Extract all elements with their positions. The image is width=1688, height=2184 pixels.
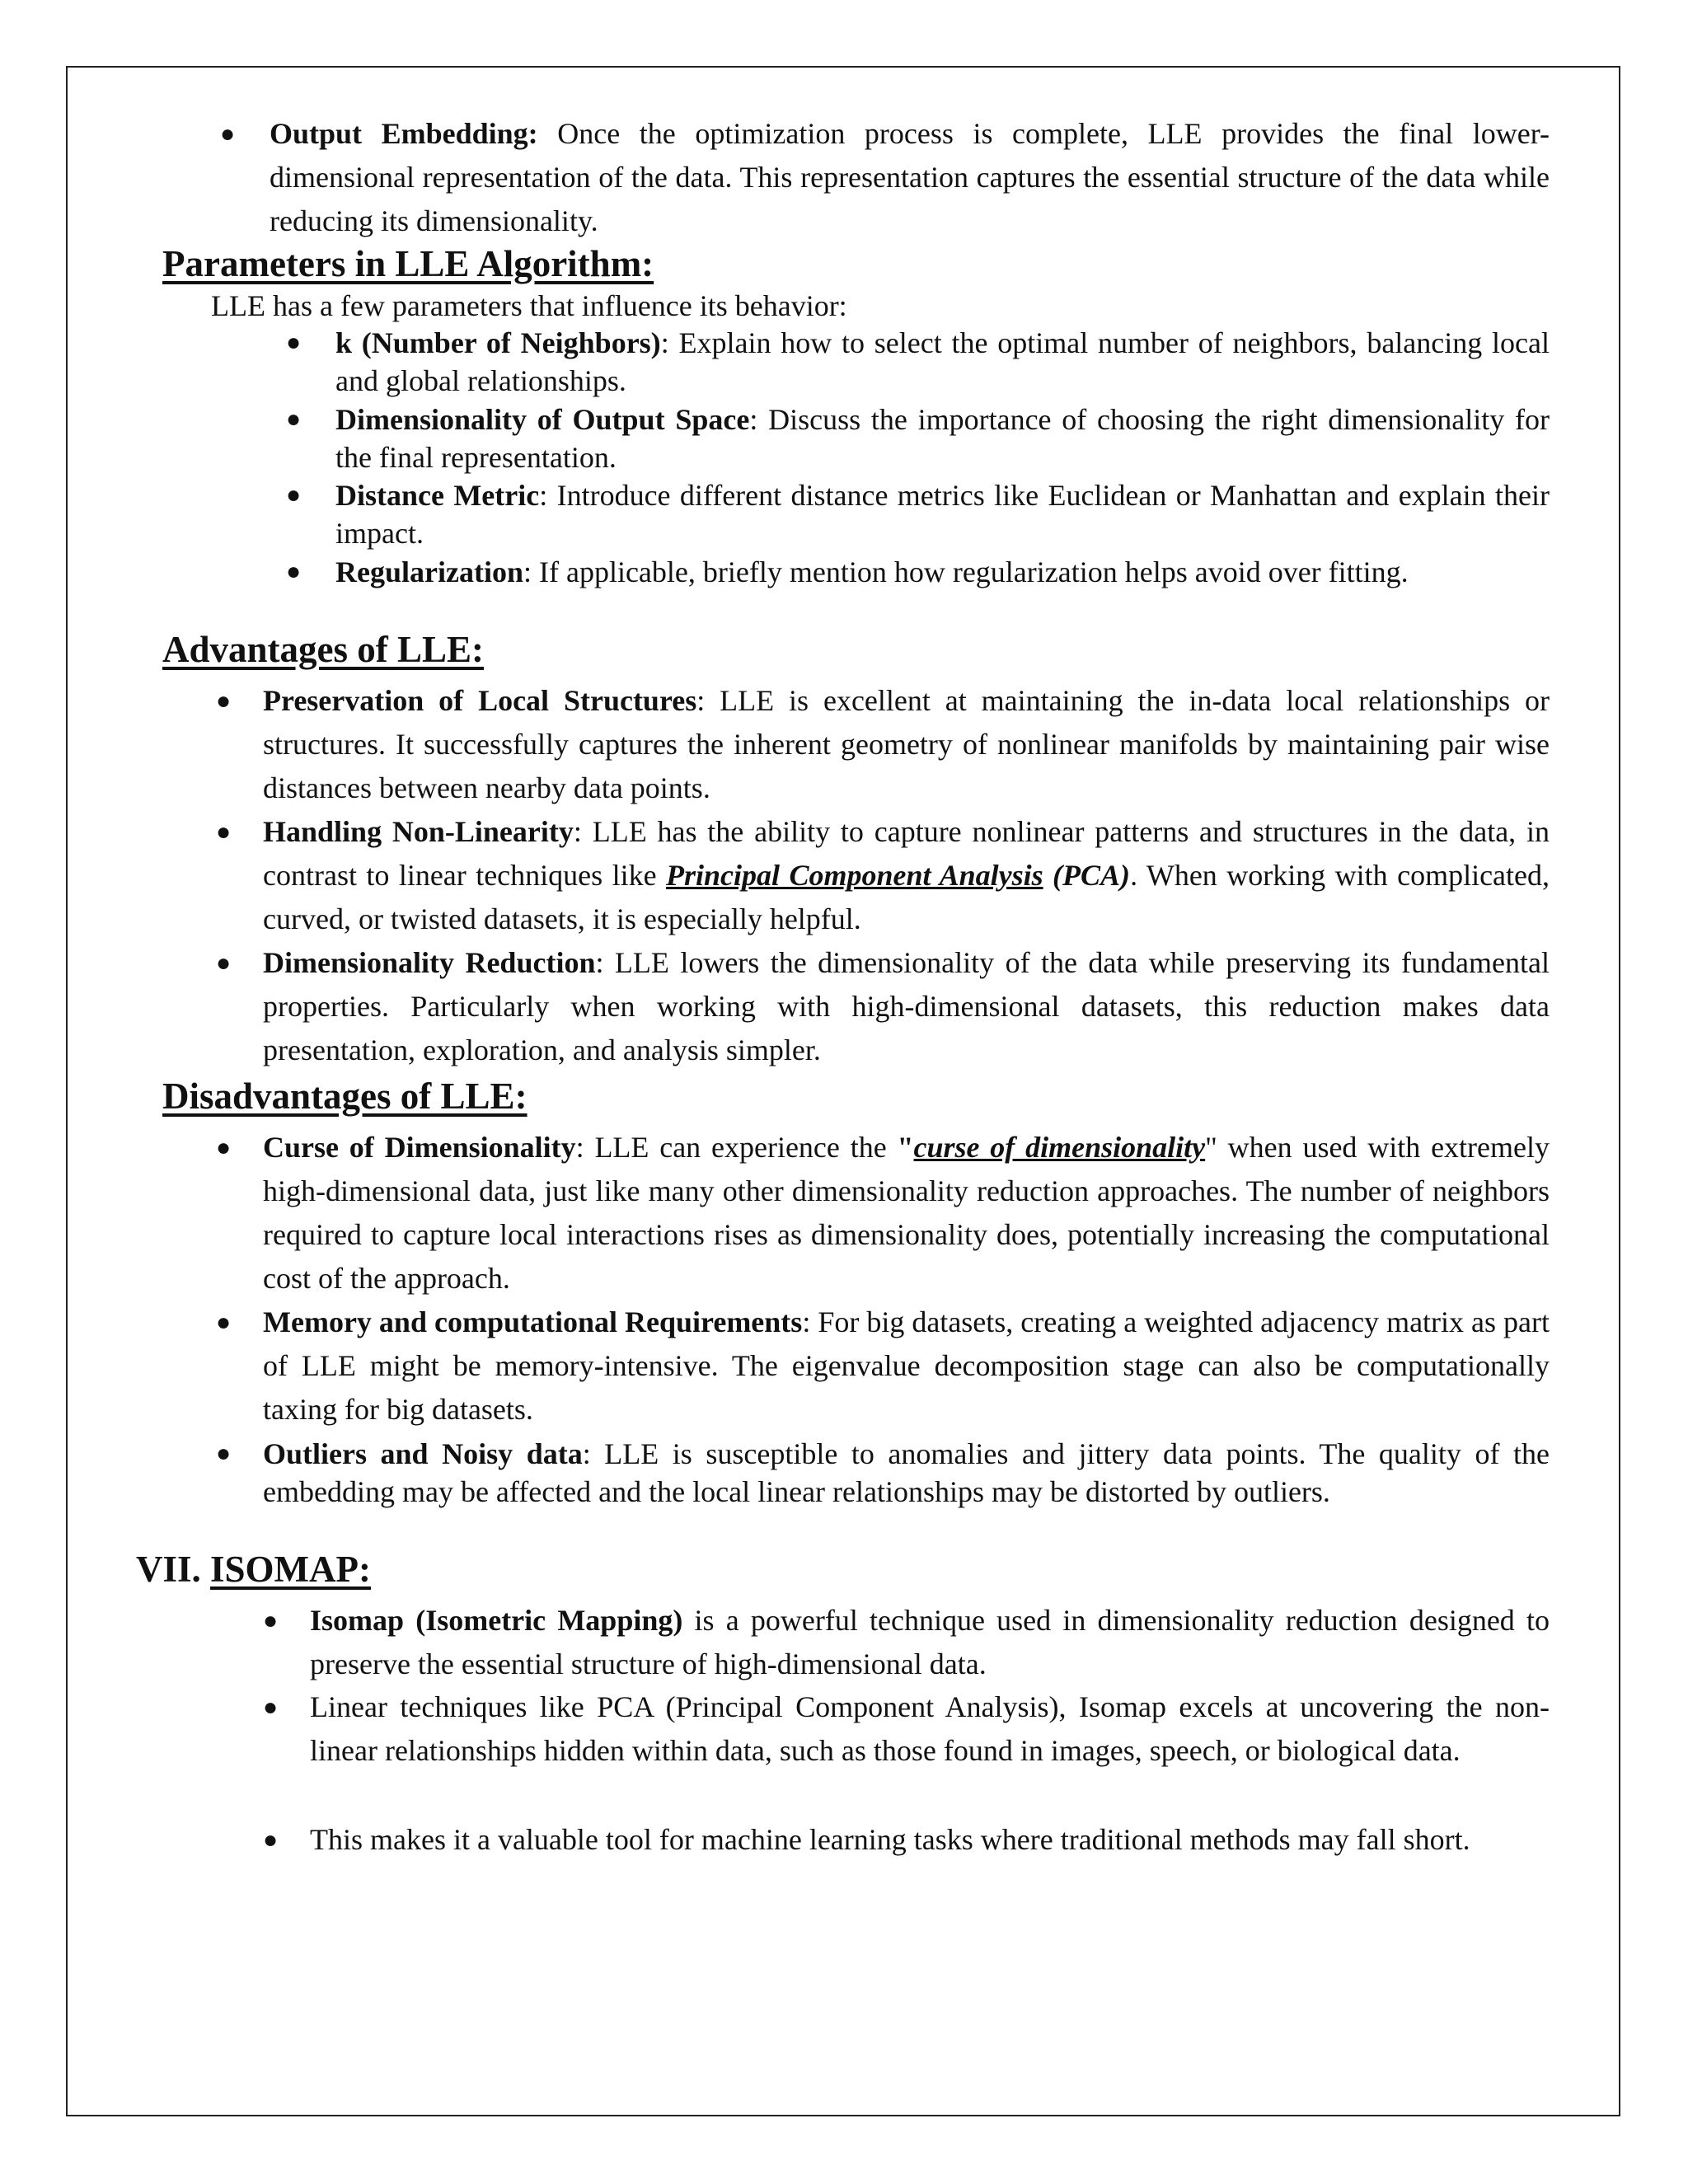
list-item (216, 1435, 1550, 1511)
bullet-term: Isomap (Isometric Mapping) (310, 1604, 683, 1637)
bullet-term: Outliers and Noisy data (263, 1437, 583, 1470)
bullet-dot-icon: ● (216, 949, 232, 977)
list-item (263, 1685, 1550, 1773)
bullet-body: Linear techniques like PCA (Principal Component Analysis), Isomap excels at uncovering the non-linear relationships hidden within data, such as those found in images, speech, or biological data. (310, 1690, 1550, 1767)
bullet-term: Curse of Dimensionality (263, 1131, 576, 1164)
bullet-body: : LLE has the ability to capture nonlinear patterns and structures in the data, in contrast to linear techniques like (263, 815, 1550, 892)
bullet-term: Dimensionality Reduction (263, 946, 596, 979)
bullet-text (263, 1301, 1550, 1432)
bullet-dot-icon: ● (216, 1309, 232, 1336)
parameters-intro: LLE has a few parameters that influence its behavior: (211, 289, 847, 322)
bullet-text (310, 1685, 1550, 1773)
bullet-body: : LLE is excellent at maintaining the in-data local relationships or structures. It successfully captures the inherent geometry of nonlinear manifolds by maintaining pair wise distances between nearby data points. (263, 684, 1550, 804)
list-item (216, 810, 1550, 941)
section-number: VII. (136, 1549, 201, 1590)
bullet-term: Dimensionality of Output Space (335, 403, 750, 436)
list-item (216, 1126, 1550, 1301)
bullet-dot-icon: ● (263, 1607, 279, 1634)
bullet-text (263, 810, 1550, 941)
bullet-body: Once the optimization process is complete, LLE provides the final lower-dimensional representation of the data. This representation captures the essential structure of the data while reducing its dimensionality. (270, 117, 1550, 237)
bullet-term: Memory and computational Requirements (263, 1305, 803, 1338)
bullet-dot-icon: ● (286, 405, 302, 433)
bullet-text (335, 476, 1550, 552)
curse-of-dimensionality-link[interactable]: curse of dimensionality (913, 1131, 1206, 1164)
bullet-dot-icon: ● (216, 1134, 232, 1161)
bullet-body-continued: when used with extremely high-dimensional data, just like many other dimensionality reduction approaches. The number of neighbors required to capture local interactions rises as dimensionality does, potentially increasing the computational cost of the approach. (263, 1131, 1550, 1295)
bullet-dot-icon: ● (263, 1694, 279, 1721)
bullet-text (263, 1126, 1550, 1301)
quote-close: " (1205, 1131, 1217, 1164)
list-item (286, 401, 1550, 476)
pca-abbrev: (PCA) (1043, 859, 1131, 892)
list-item (216, 679, 1550, 810)
bullet-dot-icon: ● (220, 120, 236, 148)
bullet-term: k (Number of Neighbors) (335, 326, 661, 359)
bullet-term: Regularization (335, 555, 523, 588)
bullet-dot-icon: ● (216, 1440, 232, 1467)
parameters-heading: Parameters in LLE Algorithm: (162, 243, 654, 284)
bullet-body: : Discuss the importance of choosing the right dimensionality for the final representation. (335, 403, 1550, 474)
list-item (216, 941, 1550, 1072)
pca-link[interactable]: Principal Component Analysis (666, 859, 1043, 892)
bullet-text (263, 679, 1550, 810)
bullet-dot-icon: ● (286, 558, 302, 585)
bullet-term: Distance Metric (335, 479, 540, 512)
bullet-body: : LLE is susceptible to anomalies and jittery data points. The quality of the embedding may be affected and the local linear relationships may be distorted by outliers. (263, 1437, 1550, 1508)
bullet-body: is a powerful technique used in dimensionality reduction designed to preserve the essential structure of high-dimensional data. (310, 1604, 1550, 1680)
bullet-body: : Introduce different distance metrics like Euclidean or Manhattan and explain their impact. (335, 479, 1550, 550)
bullet-body: : For big datasets, creating a weighted adjacency matrix as part of LLE might be memory-intensive. The eigenvalue decomposition stage can also be computationally taxing for big datasets. (263, 1305, 1550, 1426)
bullet-body: : If applicable, briefly mention how regularization helps avoid over fitting. (523, 555, 1409, 588)
bullet-dot-icon: ● (216, 687, 232, 715)
bullet-body: : Explain how to select the optimal number of neighbors, balancing local and global relationships. (335, 326, 1550, 397)
list-item (263, 1818, 1550, 1862)
bullet-term: Output Embedding: (270, 117, 538, 150)
bullet-text (335, 324, 1550, 400)
bullet-text (263, 1435, 1550, 1511)
bullet-term: Handling Non-Linearity (263, 815, 574, 848)
disadvantages-heading: Disadvantages of LLE: (162, 1076, 528, 1117)
bullet-text (310, 1818, 1550, 1862)
list-item (286, 476, 1550, 552)
bullet-dot-icon: ● (263, 1826, 279, 1854)
bullet-body: : LLE lowers the dimensionality of the data while preserving its fundamental properties. Particularly when working with high-dimensional datasets, this reduction makes data presentation, exploration, and analysis simpler. (263, 946, 1550, 1066)
bullet-dot-icon: ● (216, 818, 232, 846)
bullet-text (335, 401, 1550, 476)
output-embedding-bullet (220, 112, 1550, 243)
list-item (263, 1599, 1550, 1686)
bullet-term: Preservation of Local Structures (263, 684, 697, 717)
bullet-dot-icon: ● (286, 481, 302, 509)
isomap-heading: ISOMAP: (210, 1549, 371, 1590)
bullet-body-continued: . When working with complicated, curved, or twisted datasets, it is especially helpful. (263, 859, 1550, 935)
list-item (286, 324, 1550, 400)
bullet-dot-icon: ● (286, 329, 302, 356)
bullet-text (263, 941, 1550, 1072)
bullet-text (270, 112, 1550, 243)
advantages-heading: Advantages of LLE: (162, 629, 485, 670)
bullet-text (335, 553, 1550, 591)
list-item (216, 1301, 1550, 1432)
quote-open: " (897, 1131, 914, 1164)
bullet-body: : LLE can experience the (575, 1131, 898, 1164)
bullet-body: This makes it a valuable tool for machine learning tasks where traditional methods may fall short. (310, 1823, 1470, 1856)
list-item (286, 553, 1550, 591)
bullet-text (310, 1599, 1550, 1686)
